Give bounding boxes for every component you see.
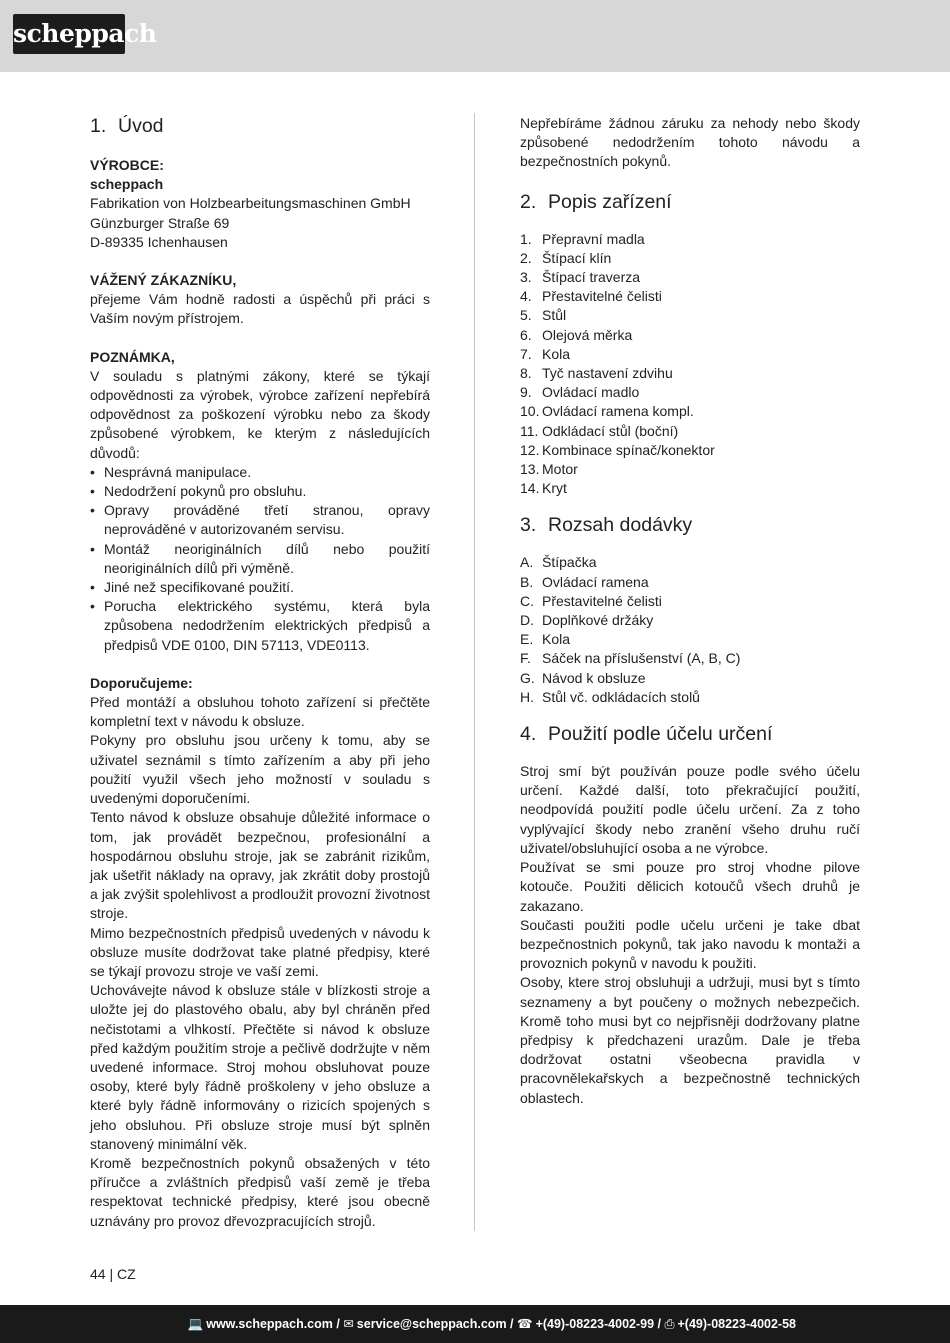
manufacturer-line: Fabrikation von Holzbearbeitungsmaschinen GmbH <box>90 195 411 212</box>
footer-email[interactable]: service@scheppach.com <box>356 1317 507 1331</box>
list-item: D. Doplňkové držáky <box>520 612 654 629</box>
page-number: 44 | CZ <box>90 1266 136 1282</box>
list-item: F. Sáček na příslušenství (A, B, C) <box>520 650 741 667</box>
section-1-number: 1. <box>90 115 107 137</box>
list-item: C. Přestavitelné čelisti <box>520 592 662 609</box>
section-3-heading <box>520 513 860 537</box>
usage-paragraph: Současti použiti podle učelu určeni je take dbat bezpečnostnich pokynů, tak jako navodu k montaži a provoznich pokynů v navodu k použiti. <box>520 916 860 972</box>
manufacturer-line: Günzburger Straße 69 <box>90 214 230 231</box>
list-item: 9. Ovládací madlo <box>520 384 640 401</box>
list-item: 3. Štípací traverza <box>520 269 641 286</box>
list-item: 8. Tyč nastavení zdvihu <box>520 365 673 382</box>
recommend-label: Doporučujeme: <box>90 674 193 691</box>
note-label: POZNÁMKA, <box>90 348 175 365</box>
list-item: 12. Kombinace spínač/konektor <box>520 441 715 458</box>
computer-icon: 💻 <box>187 1317 204 1331</box>
usage-paragraph: Používat se smi pouze pro stroj vhodne pilove kotouče. Použiti dělicich kotoučů všech druhů je zakazano. <box>520 859 860 914</box>
page-language: CZ <box>117 1266 136 1282</box>
list-item: 2. Štípací klín <box>520 249 612 266</box>
list-item: • Nedodržení pokynů pro obsluhu. <box>90 482 430 501</box>
list-item: • Opravy prováděné třetí stranou, opravy neprováděné v autorizovaném servisu. <box>90 501 430 539</box>
list-item: 7. Kola <box>520 345 571 362</box>
list-item: 6. Olejová měrka <box>520 326 633 343</box>
recommend-paragraph: Kromě bezpečnostních pokynů obsažených v této příručce a zvláštních předpisů vaší země je třeba respektovat technické předpisy, které jsou obecně uznávány pro provoz dřevozpracujících strojů. <box>90 1154 430 1229</box>
list-item: 1. Přepravní madla <box>520 230 645 247</box>
list-item: • Nesprávná manipulace. <box>90 463 430 482</box>
section-2-title: Popis zařízení <box>548 190 672 213</box>
footer-phone: +(49)-08223-4002-99 <box>535 1317 655 1331</box>
section-4-number: 4. <box>520 723 537 746</box>
fax-icon: ⎙ <box>664 1317 675 1331</box>
list-item: 13. Motor <box>520 461 578 478</box>
list-item: 10. Ovládací ramena kompl. <box>520 403 694 420</box>
manufacturer-label: VÝROBCE: <box>90 157 164 173</box>
email-icon: ✉ <box>343 1317 354 1331</box>
usage-paragraph: Osoby, ktere stroj obsluhuji a udržuji, musi byt s tímto seznameny a byt poučeny o možnych nebezpečich. Kromě toho musi byt co nejpřisněji dodržovany platne předpisy k předchazeni urazům. Dale je třeba dodržovat ostatni všeobecna pravidla v pracovnělekařskych a bezpečnostně technických oblastech. <box>520 974 860 1106</box>
recommend-paragraph: Pokyny pro obsluhu jsou určeny k tomu, aby se uživatel seznámil s tímto zařízením a aby při jeho použití využil všech jeho možností v souladu s uvedenými doporučeními. <box>90 732 430 807</box>
recommend-paragraph: Tento návod k obsluze obsahuje důležité informace o tom, jak provádět bezpečnou, profesionální a hospodárnou obsluhu stroje, jak se zabránit rizikům, jak ušetřit náklady na opravy, jak zkrátit doby prostojů a jak zvýšit spolehlivost a prodloužit provozní životnost stroje. <box>90 809 430 922</box>
manufacturer-line: D-89335 Ichenhausen <box>90 233 228 250</box>
section-1-heading <box>90 114 430 138</box>
column-divider <box>474 113 475 1231</box>
liability-text: Nepřebíráme žádnou záruku za nehody nebo škody způsobené nedodržením tohoto návodu a bezpečnostních pokynů. <box>520 115 860 170</box>
section-3-number: 3. <box>520 514 537 537</box>
list-item: E. Kola <box>520 631 571 648</box>
note-bullet-list <box>90 463 430 655</box>
list-item: G. Návod k obsluze <box>520 669 646 686</box>
left-column <box>90 114 430 1231</box>
page-header <box>0 0 950 72</box>
section-1-title: Úvod <box>118 115 164 137</box>
list-item: 5. Stůl <box>520 307 567 324</box>
customer-text: přejeme Vám hodně radosti a úspěchů při práci s Vaším novým přístrojem. <box>90 291 430 327</box>
section-4-title: Použití podle účelu určení <box>548 723 773 746</box>
section-2-number: 2. <box>520 190 537 213</box>
footer-fax: +(49)-08223-4002-58 <box>677 1317 796 1331</box>
footer-web[interactable]: www.scheppach.com <box>206 1317 333 1331</box>
list-item: 4. Přestavitelné čelisti <box>520 288 662 305</box>
list-item: B. Ovládací ramena <box>520 573 649 590</box>
section-4-heading <box>520 722 860 746</box>
usage-paragraph: Stroj smí být používán pouze podle svého účelu určení. Každé další, toto překračující použití, neodpovídá použití podle účelu určení. Za z toho vyplývající škody nebo zranění všeho druhu ručí uživatel/obsluhující osoba a ne výrobce. <box>520 763 860 856</box>
delivery-scope-list <box>520 553 860 707</box>
section-2-heading <box>520 190 860 214</box>
phone-icon: ☎ <box>516 1317 533 1331</box>
list-item: • Porucha elektrického systému, která byla způsobena nedodržením elektrických předpisů a předpisů VDE 0100, DIN 57113, VDE0113. <box>90 597 430 655</box>
recommend-paragraph: Mimo bezpečnostních předpisů uvedených v návodu k obsluze musíte dodržovat take platné předpisy, které se týkají provozu stroje ve vaší zemi. <box>90 924 430 979</box>
list-item: • Jiné než specifikované použití. <box>90 578 430 597</box>
section-3-title: Rozsah dodávky <box>548 514 693 537</box>
device-parts-list <box>520 230 860 499</box>
list-item: A. Štípačka <box>520 554 597 571</box>
page-footer: 💻 www.scheppach.com / ✉ service@scheppach.com / ☎ +(49)-08223-4002-99 / ⎙ +(49)-08223-4002-58 <box>0 1305 950 1343</box>
scheppach-logo: scheppach <box>13 14 125 54</box>
list-item: • Montáž neoriginálních dílů nebo použití neoriginálních dílů při výměně. <box>90 540 430 578</box>
list-item: 11. Odkládací stůl (boční) <box>520 422 679 439</box>
list-item: 14. Kryt <box>520 480 567 497</box>
right-column <box>520 114 860 1108</box>
manufacturer-name: scheppach <box>90 176 164 193</box>
note-text: V souladu s platnými zákony, které se týkají odpovědnosti za výrobek, výrobce zařízení nepřebírá odpovědnost za poškození výrobku nebo za škody způsobené výrobkem, ke kterým z následujících důvodů: <box>90 367 430 461</box>
recommend-paragraph: Před montáží a obsluhou tohoto zařízení si přečtěte kompletní text v návodu k obsluze. <box>90 694 430 730</box>
page-number-value: 44 <box>90 1266 106 1282</box>
customer-label: VÁŽENÝ ZÁKAZNÍKU, <box>90 272 237 289</box>
recommend-paragraph: Uchovávejte návod k obsluze stále v blízkosti stroje a uložte jej do plastového obalu, aby byl chráněn před nečistotami a vlhkostí. Přečtěte si návod k obsluze před každým použitím stroje a pečlivě dodržujte v něm uvedené informace. Stroj mohou obsluhovat pouze osoby, které byly řádně proškoleny v jeho obsluze a které byly řádně informovány o rizicích spojených s jeho obsluhou. Při obsluze stroje musí být splněn stanovený minimální věk. <box>90 982 430 1152</box>
list-item: H. Stůl vč. odkládacích stolů <box>520 688 700 705</box>
